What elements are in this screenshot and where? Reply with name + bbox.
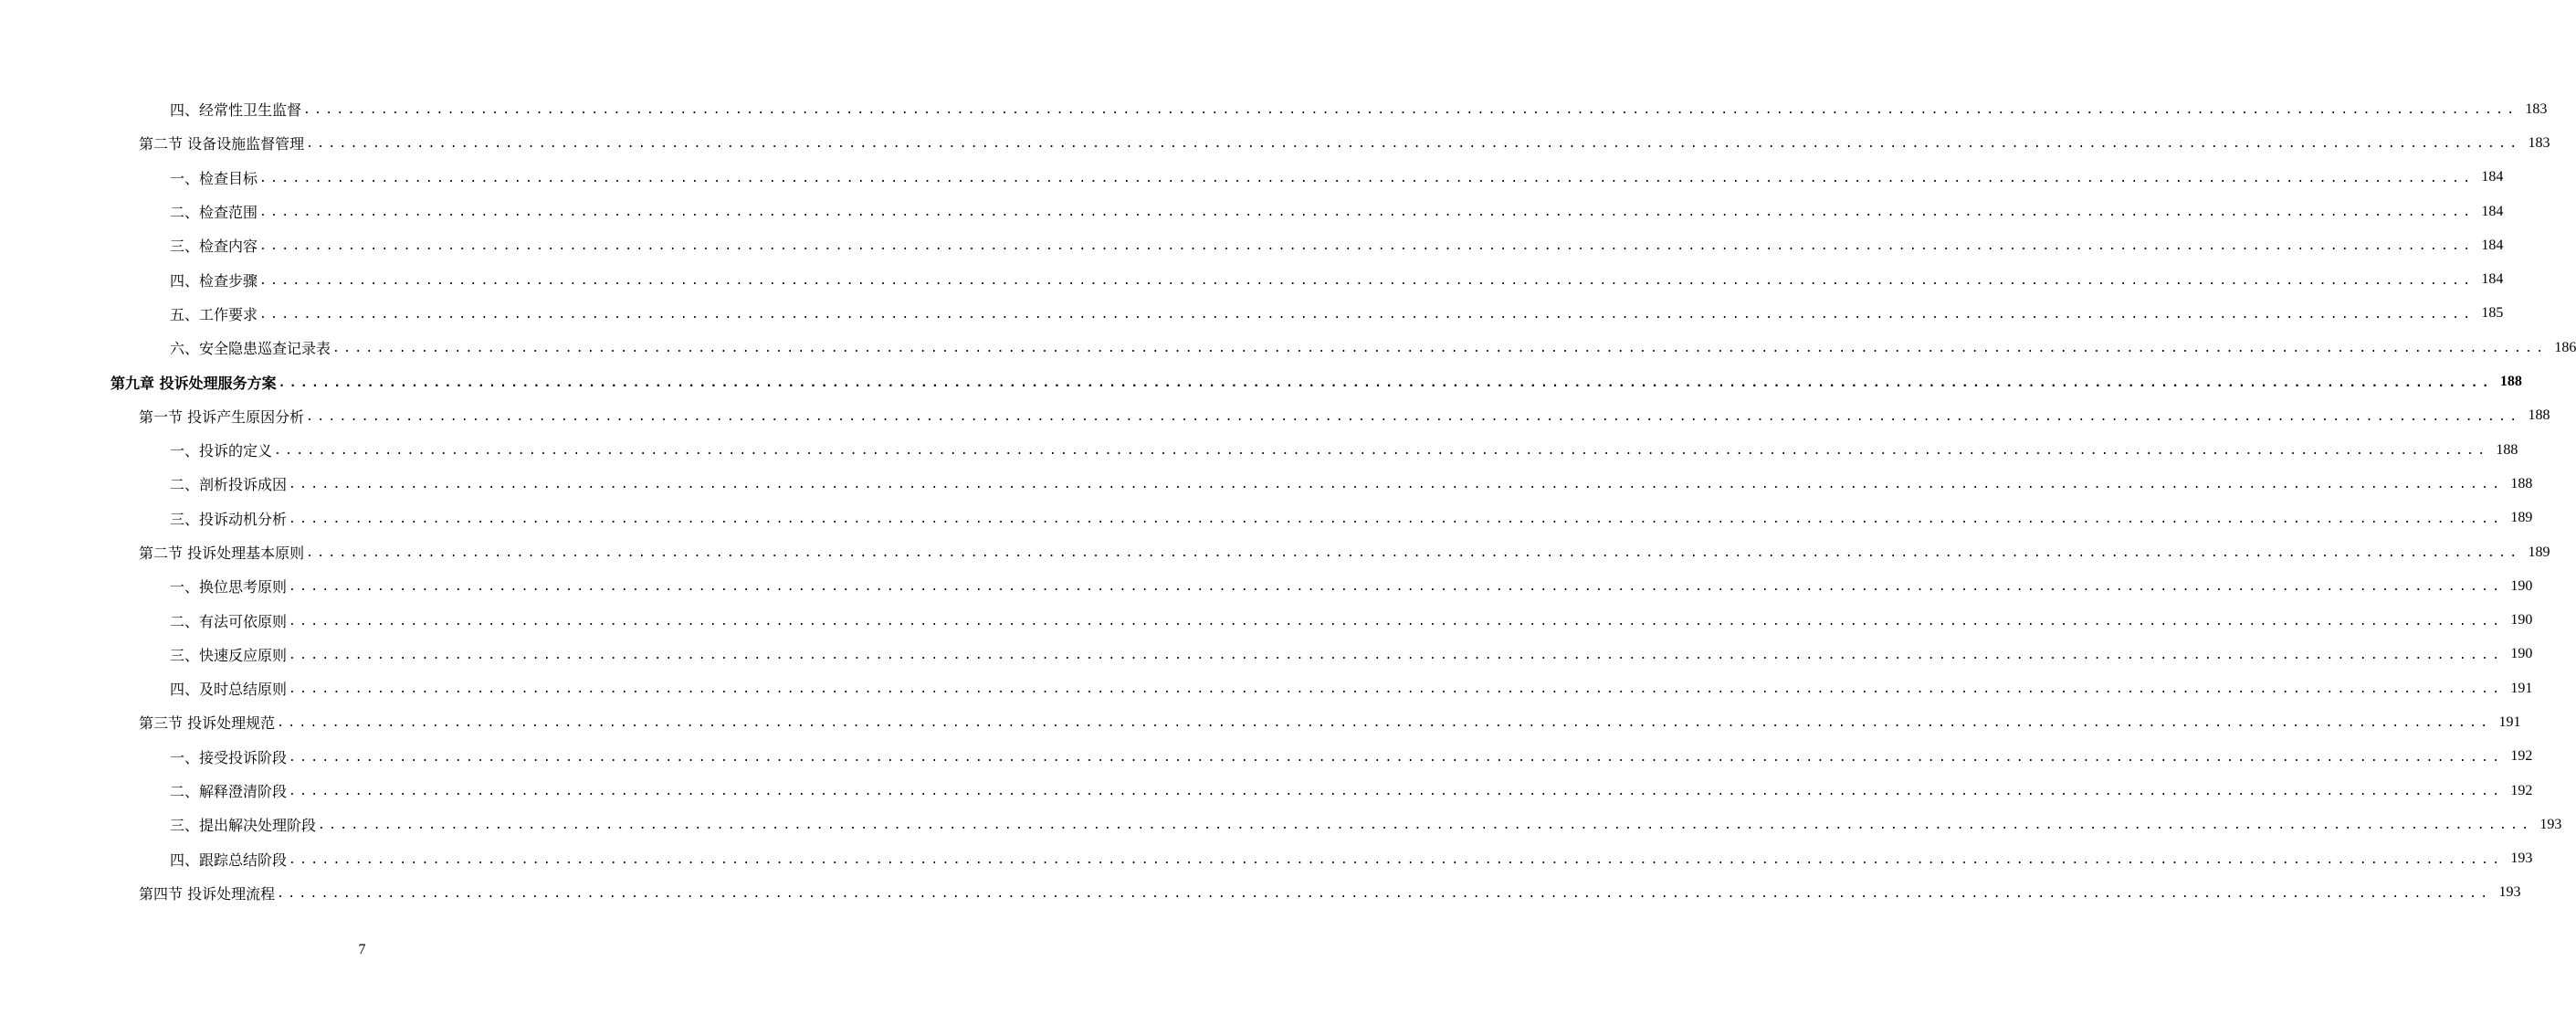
dot-leader: ........................................................................................................................................................................................................ — [274, 444, 2489, 459]
toc-entry-title: 一、接受投诉阶段 — [170, 748, 288, 766]
toc-entry-page: 191 — [2510, 680, 2533, 696]
toc-entry[interactable] — [0, 195, 2504, 228]
toc-entry-page: 183 — [2525, 100, 2548, 117]
toc-entry[interactable] — [0, 92, 2548, 126]
dot-leader: ........................................................................................................................................................................................................ — [278, 375, 2493, 390]
toc-entry-title: 六、安全隐患巡查记录表 — [170, 340, 331, 358]
toc-entry-title: 第一节 投诉产生原因分析 — [139, 407, 305, 426]
toc-entry-title: 三、快速反应原则 — [170, 646, 288, 664]
dot-leader: ........................................................................................................................................................................................................ — [289, 648, 2504, 662]
dot-leader: ........................................................................................................................................................................................................ — [259, 239, 2475, 254]
toc-entry[interactable] — [0, 331, 2576, 365]
dot-leader: ........................................................................................................................................................................................................ — [306, 137, 2521, 152]
dot-leader: ........................................................................................................................................................................................................ — [289, 614, 2504, 629]
toc-entry-title: 第三节 投诉处理规范 — [139, 714, 276, 733]
toc-entry-title: 五、工作要求 — [170, 305, 258, 323]
toc-entry[interactable] — [0, 433, 2518, 467]
toc-entry-title: 第九章 投诉处理服务方案 — [110, 374, 277, 392]
toc-entry[interactable] — [0, 161, 2504, 195]
toc-entry[interactable] — [0, 705, 2521, 739]
toc-entry[interactable] — [0, 399, 2550, 433]
toc-entry-title: 第二节 设备设施监督管理 — [139, 135, 305, 153]
toc-entry[interactable] — [0, 228, 2504, 262]
toc-entry-page: 188 — [2528, 407, 2550, 424]
toc-entry-title: 四、检查步骤 — [170, 271, 258, 290]
toc-entry[interactable] — [0, 467, 2533, 501]
toc-entry-page: 191 — [2498, 713, 2521, 730]
page-number: 7 — [358, 942, 366, 957]
toc-entry-title: 三、投诉动机分析 — [170, 510, 288, 528]
toc-entry[interactable] — [0, 365, 2522, 398]
toc-entry-title: 二、解释澄清阶段 — [170, 783, 288, 801]
dot-leader: ........................................................................................................................................................................................................ — [332, 342, 2548, 356]
toc-entry-page: 193 — [2498, 884, 2521, 901]
dot-leader: ........................................................................................................................................................................................................ — [303, 103, 2518, 118]
toc-entry-title: 四、跟踪总结阶段 — [170, 851, 288, 869]
toc-entry[interactable] — [0, 126, 2550, 160]
toc-entry-title: 二、剖析投诉成因 — [170, 476, 288, 494]
toc-entry[interactable] — [0, 297, 2504, 331]
toc-entry[interactable] — [0, 638, 2533, 671]
dot-leader: ........................................................................................................................................................................................................ — [259, 273, 2475, 288]
dot-leader: ........................................................................................................................................................................................................ — [289, 852, 2504, 867]
toc-entry-page: 188 — [2499, 374, 2522, 390]
toc-entry[interactable] — [0, 842, 2533, 876]
toc-entry-title: 第四节 投诉处理流程 — [139, 884, 276, 903]
toc-entry-title: 一、投诉的定义 — [170, 442, 273, 460]
dot-leader: ........................................................................................................................................................................................................ — [289, 682, 2504, 697]
dot-leader: ........................................................................................................................................................................................................ — [306, 546, 2521, 560]
toc-entry[interactable] — [0, 502, 2533, 535]
dot-leader: ........................................................................................................................................................................................................ — [318, 819, 2533, 833]
toc-entry-page: 188 — [2496, 441, 2518, 458]
toc-entry-title: 一、检查目标 — [170, 169, 258, 187]
toc-entry-title: 二、有法可依原则 — [170, 612, 288, 630]
dot-leader: ........................................................................................................................................................................................................ — [277, 886, 2492, 901]
toc-entry-page: 185 — [2481, 305, 2504, 322]
dot-leader: ........................................................................................................................................................................................................ — [306, 409, 2521, 424]
dot-leader: ........................................................................................................................................................................................................ — [259, 206, 2475, 220]
toc-entry[interactable] — [0, 774, 2533, 808]
dot-leader: ........................................................................................................................................................................................................ — [289, 478, 2504, 492]
toc-entry[interactable] — [0, 876, 2521, 910]
dot-leader: ........................................................................................................................................................................................................ — [259, 171, 2475, 185]
toc-entry-page: 192 — [2510, 748, 2533, 765]
toc-entry-title: 三、检查内容 — [170, 238, 258, 256]
toc-entry[interactable] — [0, 603, 2533, 637]
toc-entry-page: 184 — [2481, 169, 2504, 185]
table-of-contents — [0, 92, 2576, 910]
toc-entry-page: 192 — [2510, 782, 2533, 798]
toc-entry-title: 二、检查范围 — [170, 204, 258, 222]
toc-entry-page: 186 — [2554, 339, 2576, 355]
toc-entry-page: 189 — [2510, 510, 2533, 526]
toc-entry-page: 184 — [2481, 271, 2504, 288]
dot-leader: ........................................................................................................................................................................................................ — [289, 785, 2504, 799]
toc-entry-page: 183 — [2528, 134, 2550, 151]
toc-entry-page: 184 — [2481, 237, 2504, 253]
toc-entry[interactable] — [0, 671, 2533, 705]
dot-leader: ........................................................................................................................................................................................................ — [289, 750, 2504, 765]
toc-entry-page: 190 — [2510, 646, 2533, 662]
dot-leader: ........................................................................................................................................................................................................ — [277, 716, 2492, 731]
toc-entry[interactable] — [0, 740, 2533, 774]
toc-entry-page: 189 — [2528, 544, 2550, 560]
toc-entry[interactable] — [0, 808, 2562, 841]
toc-entry-page: 190 — [2510, 577, 2533, 594]
dot-leader: ........................................................................................................................................................................................................ — [259, 307, 2475, 322]
toc-entry-page: 193 — [2510, 851, 2533, 867]
toc-entry-title: 三、提出解决处理阶段 — [170, 817, 317, 835]
toc-entry-title: 四、及时总结原则 — [170, 681, 288, 699]
dot-leader: ........................................................................................................................................................................................................ — [289, 580, 2504, 595]
toc-entry-title: 四、经常性卫生监督 — [170, 101, 302, 120]
toc-entry-page: 193 — [2539, 816, 2562, 832]
dot-leader: ........................................................................................................................................................................................................ — [289, 512, 2504, 526]
toc-entry-page: 190 — [2510, 612, 2533, 629]
toc-entry-title: 一、换位思考原则 — [170, 578, 288, 597]
toc-entry[interactable] — [0, 535, 2550, 569]
toc-entry-page: 188 — [2510, 475, 2533, 491]
toc-entry-title: 第二节 投诉处理基本原则 — [139, 544, 305, 562]
toc-entry-page: 184 — [2481, 203, 2504, 219]
toc-entry[interactable] — [0, 569, 2533, 603]
toc-entry[interactable] — [0, 262, 2504, 296]
